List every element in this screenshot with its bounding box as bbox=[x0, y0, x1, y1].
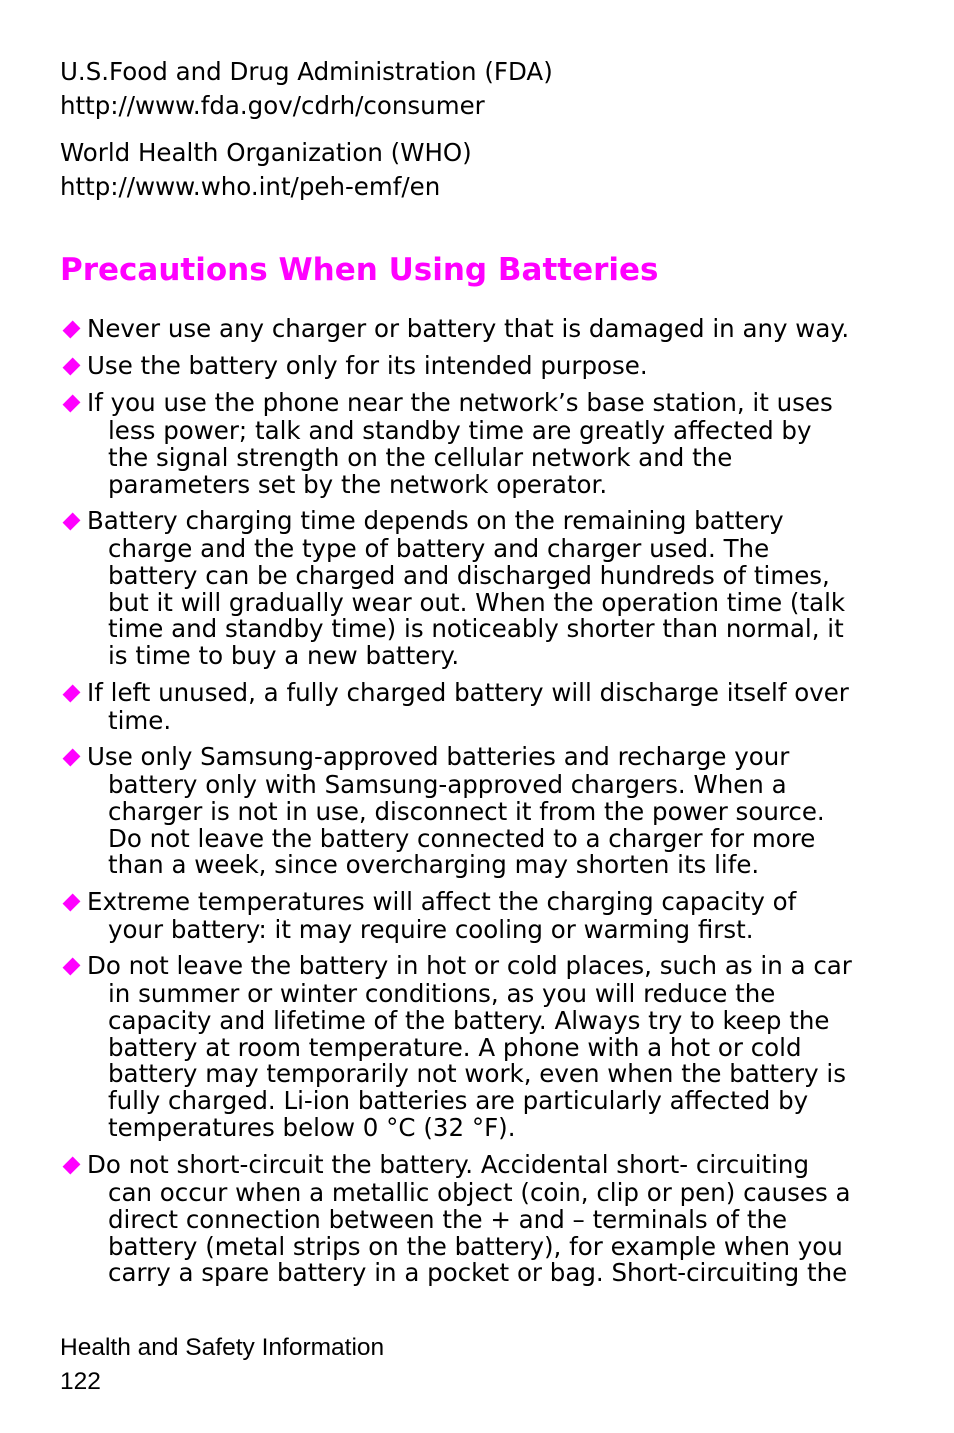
precaution-continuation: parameters set by the network operator. bbox=[108, 469, 608, 499]
precaution-first-line bbox=[60, 1149, 890, 1180]
precaution-text: Extreme temperatures will affect the charging capacity of bbox=[87, 887, 797, 916]
diamond-icon bbox=[63, 321, 81, 339]
precaution-continuation: Do not leave the battery connected to a charger for more bbox=[108, 823, 816, 853]
diamond-icon bbox=[63, 958, 81, 976]
precaution-item bbox=[60, 677, 890, 735]
footer-title: Health and Safety Information bbox=[60, 1334, 385, 1361]
diamond-icon bbox=[63, 749, 81, 767]
reference-who-org: World Health Organization (WHO) bbox=[60, 138, 472, 167]
precaution-continuation: battery may temporarily not work, even when the battery is bbox=[108, 1059, 846, 1089]
reference-fda-url: http://www.fda.gov/cdrh/consumer bbox=[60, 91, 485, 120]
precaution-continuation: but it will gradually wear out. When the operation time (talk bbox=[108, 587, 846, 617]
precaution-text: Do not short-circuit the battery. Accidental short- circuiting bbox=[87, 1150, 810, 1179]
precaution-continuation: the signal strength on the cellular network and the bbox=[108, 442, 733, 472]
precaution-item bbox=[60, 886, 890, 944]
precaution-continuation: capacity and lifetime of the battery. Always try to keep the bbox=[108, 1005, 830, 1035]
precaution-first-line bbox=[60, 886, 890, 917]
precaution-text: If left unused, a fully charged battery will discharge itself over bbox=[87, 678, 849, 707]
diamond-icon bbox=[63, 685, 81, 703]
precaution-item bbox=[60, 741, 890, 879]
precaution-item bbox=[60, 950, 890, 1142]
precaution-continuation: is time to buy a new battery. bbox=[108, 641, 460, 671]
diamond-icon bbox=[63, 358, 81, 376]
precaution-continuation: battery can be charged and discharged hundreds of times, bbox=[108, 560, 830, 590]
precaution-first-line bbox=[60, 387, 890, 418]
precaution-item bbox=[60, 505, 890, 670]
precaution-item bbox=[60, 387, 890, 498]
precaution-continuation: carry a spare battery in a pocket or bag. Short-circuiting the bbox=[108, 1258, 848, 1288]
diamond-icon bbox=[63, 894, 81, 912]
precaution-item bbox=[60, 313, 890, 344]
precaution-text: Battery charging time depends on the remaining battery bbox=[87, 506, 784, 535]
precaution-item bbox=[60, 1149, 890, 1287]
precaution-first-line bbox=[60, 677, 890, 708]
precaution-text: Use the battery only for its intended purpose. bbox=[87, 351, 648, 380]
precaution-continuation: than a week, since overcharging may shorten its life. bbox=[108, 850, 760, 880]
diamond-icon bbox=[63, 395, 81, 413]
precaution-continuation: battery at room temperature. A phone with a hot or cold bbox=[108, 1032, 802, 1062]
precaution-continuation: direct connection between the + and – terminals of the bbox=[108, 1204, 788, 1234]
precaution-continuation: temperatures below 0 °C (32 °F). bbox=[108, 1112, 516, 1142]
precaution-text: Use only Samsung-approved batteries and recharge your bbox=[87, 742, 790, 771]
precaution-text: Do not leave the battery in hot or cold places, such as in a car bbox=[87, 951, 852, 980]
reference-fda-org: U.S.Food and Drug Administration (FDA) bbox=[60, 57, 553, 86]
precaution-first-line bbox=[60, 313, 890, 344]
precaution-text: Never use any charger or battery that is damaged in any way. bbox=[87, 314, 850, 343]
precaution-first-line bbox=[60, 950, 890, 981]
precaution-continuation: charger is not in use, disconnect it from the power source. bbox=[108, 796, 825, 826]
precaution-continuation: can occur when a metallic object (coin, clip or pen) causes a bbox=[108, 1178, 851, 1207]
precaution-continuation: time. bbox=[108, 706, 172, 735]
precaution-continuation: less power; talk and standby time are greatly affected by bbox=[108, 416, 812, 445]
precaution-continuation: charge and the type of battery and charger used. The bbox=[108, 534, 770, 563]
precaution-continuation: time and standby time) is noticeably shorter than normal, it bbox=[108, 614, 844, 644]
reference-who-url: http://www.who.int/peh-emf/en bbox=[60, 172, 441, 201]
precaution-text: If you use the phone near the network’s base station, it uses bbox=[87, 388, 833, 417]
page-number: 122 bbox=[60, 1368, 101, 1395]
precaution-continuation: battery (metal strips on the battery), for example when you bbox=[108, 1231, 843, 1261]
section-title: Precautions When Using Batteries bbox=[60, 252, 659, 288]
diamond-icon bbox=[63, 513, 81, 531]
precaution-continuation: fully charged. Li-ion batteries are particularly affected by bbox=[108, 1086, 809, 1116]
diamond-icon bbox=[63, 1157, 81, 1175]
precaution-continuation: in summer or winter conditions, as you will reduce the bbox=[108, 979, 776, 1008]
precaution-first-line bbox=[60, 350, 890, 381]
precaution-continuation: battery only with Samsung-approved chargers. When a bbox=[108, 770, 787, 799]
precaution-first-line bbox=[60, 741, 890, 772]
precaution-first-line bbox=[60, 505, 890, 536]
precaution-continuation: your battery: it may require cooling or warming first. bbox=[108, 915, 754, 944]
precaution-item bbox=[60, 350, 890, 381]
